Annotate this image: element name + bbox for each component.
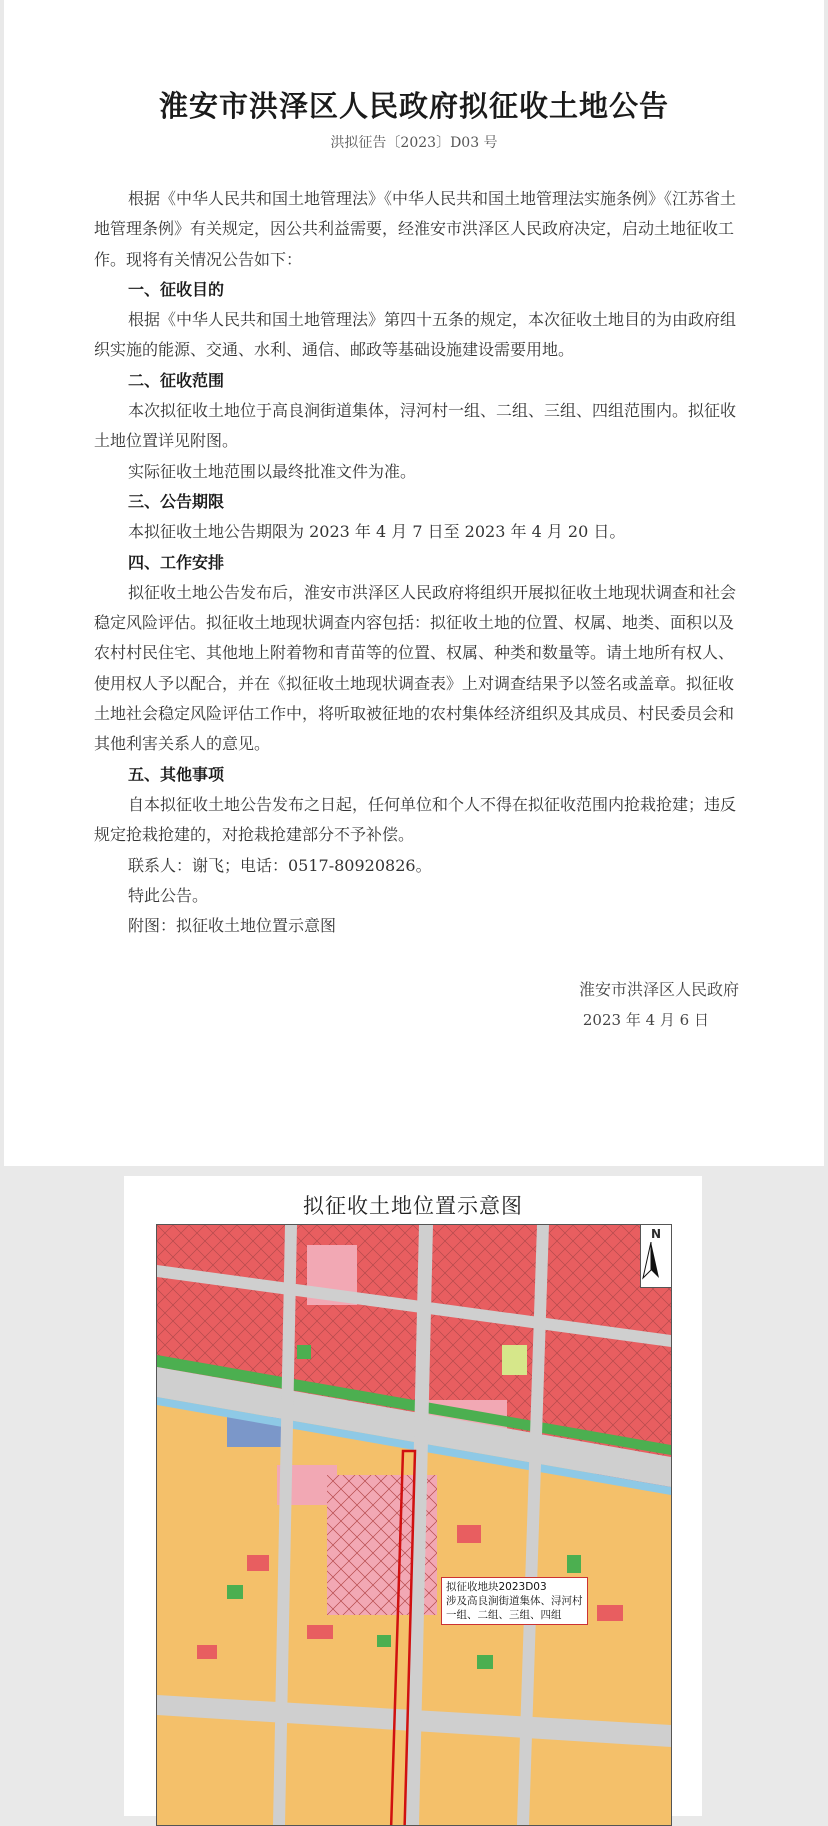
section-heading: 二、征收范围 bbox=[128, 370, 225, 390]
location-map[interactable] bbox=[156, 1224, 672, 1826]
section-heading: 三、公告期限 bbox=[128, 491, 225, 511]
callout-line: 一组、二组、三组、四组 bbox=[446, 1609, 562, 1621]
notice-body bbox=[94, 184, 744, 941]
issuer-name: 淮安市洪泽区人民政府 bbox=[578, 980, 739, 999]
callout-line: 涉及高良涧街道集体、浔河村 bbox=[446, 1595, 583, 1607]
north-arrow bbox=[640, 1225, 671, 1288]
section-heading: 一、征收目的 bbox=[128, 279, 225, 299]
intro-paragraph: 根据《中华人民共和国土地管理法》《中华人民共和国土地管理法实施条例》《江苏省土地管理条例》有关规定，因公共利益需要，经淮安市洪泽区人民政府决定，启动土地征收工作。现将有关情况公告如下： bbox=[94, 189, 737, 269]
callout-line: 拟征收地块2023D03 bbox=[446, 1581, 547, 1593]
section-paragraph: 本次拟征收土地位于高良涧街道集体，浔河村一组、二组、三组、四组范围内。拟征收土地位置详见附图。 bbox=[94, 401, 737, 451]
map-graphic bbox=[157, 1225, 671, 1825]
issue-date: 2023 年 4 月 6 日 bbox=[582, 1011, 709, 1029]
notice-page bbox=[4, 0, 824, 1166]
notice-title: 淮安市洪泽区人民政府拟征收土地公告 bbox=[158, 89, 669, 123]
section-paragraph: 根据《中华人民共和国土地管理法》第四十五条的规定，本次征收土地目的为由政府组织实施的能源、交通、水利、通信、邮政等基础设施建设需要用地。 bbox=[94, 310, 737, 360]
section-paragraph: 本拟征收土地公告期限为 2023 年 4 月 7 日至 2023 年 4 月 20 日。 bbox=[128, 522, 626, 542]
section-paragraph: 实际征收土地范围以最终批准文件为准。 bbox=[128, 461, 417, 481]
map-page bbox=[124, 1176, 702, 1816]
section-heading: 五、其他事项 bbox=[128, 764, 225, 784]
north-label: N bbox=[650, 1227, 662, 1241]
parcel-callout bbox=[441, 1577, 588, 1625]
section-paragraph: 拟征收土地公告发布后，淮安市洪泽区人民政府将组织开展拟征收土地现状调查和社会稳定风险评估。拟征收土地现状调查内容包括：拟征收土地的位置、权属、地类、面积以及农村村民住宅、其他地上附着物和青苗等的位置、权属、种类和数量等。请土地所有权人、使用权人予以配合，并在《拟征收土地现状调查表》上对调查结果予以签名或盖章。拟征收土地社会稳定风险评估工作中，将听取被征地的农村集体经济组织及其成员、村民委员会和其他利害关系人的意见。 bbox=[94, 582, 737, 754]
north-arrow-icon bbox=[641, 1242, 661, 1280]
green-lawn bbox=[502, 1345, 527, 1375]
section-heading: 四、工作安排 bbox=[128, 552, 225, 572]
contact-line: 联系人：谢飞；电话：0517-80920826。 bbox=[128, 855, 432, 875]
signature-block bbox=[579, 975, 739, 1035]
map-title: 拟征收土地位置示意图 bbox=[303, 1194, 523, 1218]
attachment-line: 附图：拟征收土地位置示意图 bbox=[128, 916, 337, 936]
closing-line: 特此公告。 bbox=[128, 885, 209, 905]
doc-number: 洪拟征告〔2023〕D03 号 bbox=[330, 135, 498, 151]
section-paragraph: 自本拟征收土地公告发布之日起，任何单位和个人不得在拟征收范围内抢栽抢建；违反规定抢栽抢建的，对抢栽抢建部分不予补偿。 bbox=[94, 794, 737, 845]
